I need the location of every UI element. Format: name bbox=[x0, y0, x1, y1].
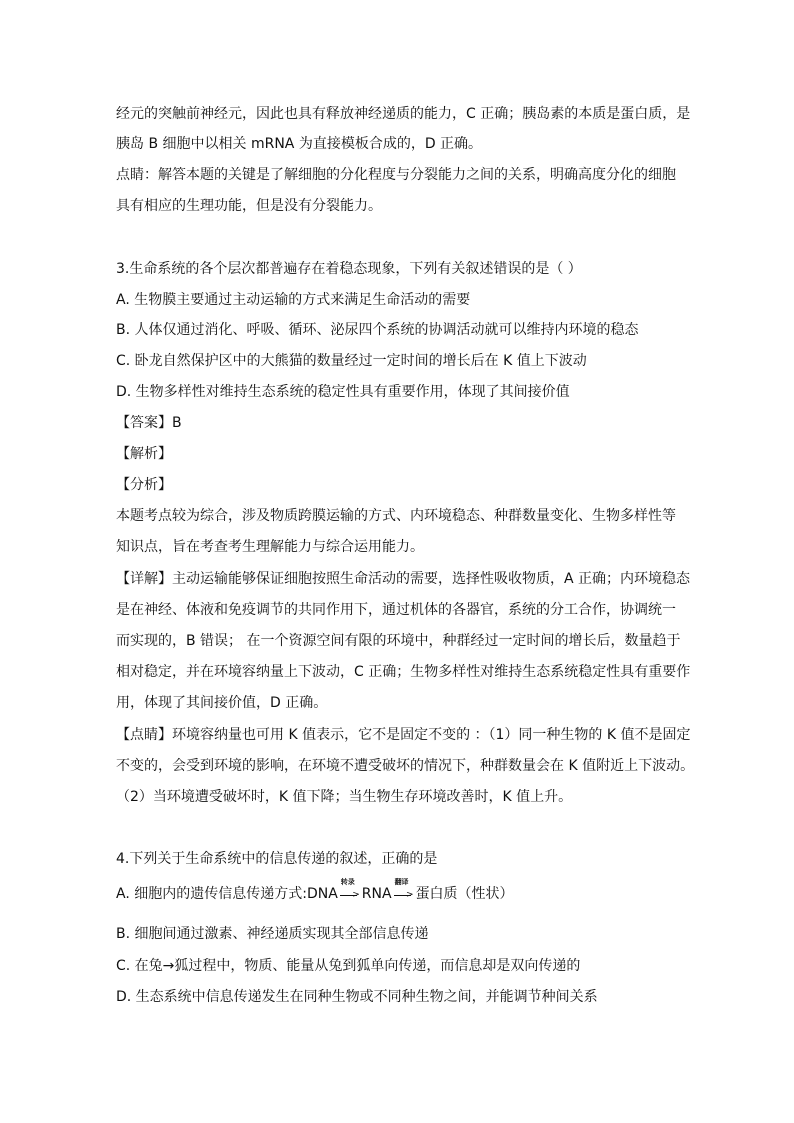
q3-detail-line-2: 是在神经、体液和免疫调节的共同作用下，通过机体的各器官，系统的分工合作，协调统一 bbox=[116, 602, 676, 618]
q3-fenxi-line-1: 本题考点较为综合，涉及物质跨膜运输的方式、内环境稳态、种群数量变化、生物多样性等 bbox=[116, 508, 676, 524]
q2-tip-line-2: 具有相应的生理功能，但是没有分裂能力。 bbox=[116, 198, 382, 214]
q3-option-a: A. 生物膜主要通过主动运输的方式来满足生命活动的需要 bbox=[116, 292, 471, 308]
q3-fenxi-heading: 【分析】 bbox=[116, 477, 172, 493]
translation-arrow-icon: 翻译 > bbox=[394, 878, 414, 900]
q4-option-c: C. 在兔→狐过程中，物质、能量从兔到狐单向传递，而信息却是双向传递的 bbox=[116, 958, 581, 974]
q4-option-a-prefix: A. 细胞内的遗传信息传递方式:DNA bbox=[116, 886, 338, 902]
q4-option-a bbox=[116, 878, 514, 904]
q3-stem: 3.生命系统的各个层次都普遍存在着稳态现象，下列有关叙述错误的是（ ） bbox=[116, 261, 582, 277]
q2-tip-line-1: 点睛：解答本题的关键是了解细胞的分化程度与分裂能力之间的关系，明确高度分化的细胞 bbox=[116, 167, 676, 183]
q4-option-a-rna: RNA bbox=[361, 886, 392, 902]
q3-detail-line-3: 而实现的，B 错误； 在一个资源空间有限的环境中，种群经过一定时间的增长后，数量趋于 bbox=[116, 633, 681, 649]
transcription-label: 转录 bbox=[340, 878, 355, 886]
q3-tip-line-2: 不变的，会受到环境的影响，在环境不遭受破坏的情况下，种群数量会在 K 值附近上下波动。 bbox=[116, 758, 695, 774]
q3-option-c: C. 卧龙自然保护区中的大熊猫的数量经过一定时间的增长后在 K 值上下波动 bbox=[116, 353, 587, 369]
q3-tip-line-3: （2）当环境遭受破坏时，K 值下降；当生物生存环境改善时，K 值上升。 bbox=[116, 789, 573, 805]
q3-answer: 【答案】B bbox=[116, 415, 182, 431]
q3-detail-line-1: 【详解】主动运输能够保证细胞按照生命活动的需要，选择性吸收物质，A 正确；内环境稳态 bbox=[116, 571, 691, 587]
q3-option-b: B. 人体仅通过消化、呼吸、循环、泌尿四个系统的协调活动就可以维持内环境的稳态 bbox=[116, 322, 639, 338]
q4-stem: 4.下列关于生命系统中的信息传递的叙述，正确的是 bbox=[116, 851, 438, 867]
q3-detail-line-4: 相对稳定，并在环境容纳量上下波动，C 正确；生物多样性对维持生态系统稳定性具有重要作 bbox=[116, 664, 691, 680]
q4-option-d: D. 生态系统中信息传递发生在同种生物或不同种生物之间，并能调节种间关系 bbox=[116, 989, 598, 1005]
q2-explanation-line-1: 经元的突触前神经元，因此也具有释放神经递质的能力，C 正确；胰岛素的本质是蛋白质，是 bbox=[116, 106, 691, 122]
q4-option-b: B. 细胞间通过激素、神经递质实现其全部信息传递 bbox=[116, 926, 429, 942]
transcription-arrow-icon: 转录 > bbox=[340, 878, 360, 900]
q2-explanation-line-2: 胰岛 B 细胞中以相关 mRNA 为直接模板合成的，D 正确。 bbox=[116, 136, 483, 152]
q3-tip-line-1: 【点睛】环境容纳量也可用 K 值表示，它不是固定不变的 ：（1）同一种生物的 K 值不是固定 bbox=[116, 727, 691, 743]
q3-analysis-heading: 【解析】 bbox=[116, 446, 172, 462]
q3-option-d: D. 生物多样性对维持生态系统的稳定性具有重要作用，体现了其间接价值 bbox=[116, 384, 570, 400]
translation-label: 翻译 bbox=[394, 878, 409, 886]
q3-fenxi-line-2: 知识点，旨在考查考生理解能力与综合运用能力。 bbox=[116, 539, 424, 555]
q4-option-a-suffix: 蛋白质（性状） bbox=[415, 886, 514, 902]
q3-detail-line-5: 用，体现了其间接价值，D 正确。 bbox=[116, 695, 328, 711]
